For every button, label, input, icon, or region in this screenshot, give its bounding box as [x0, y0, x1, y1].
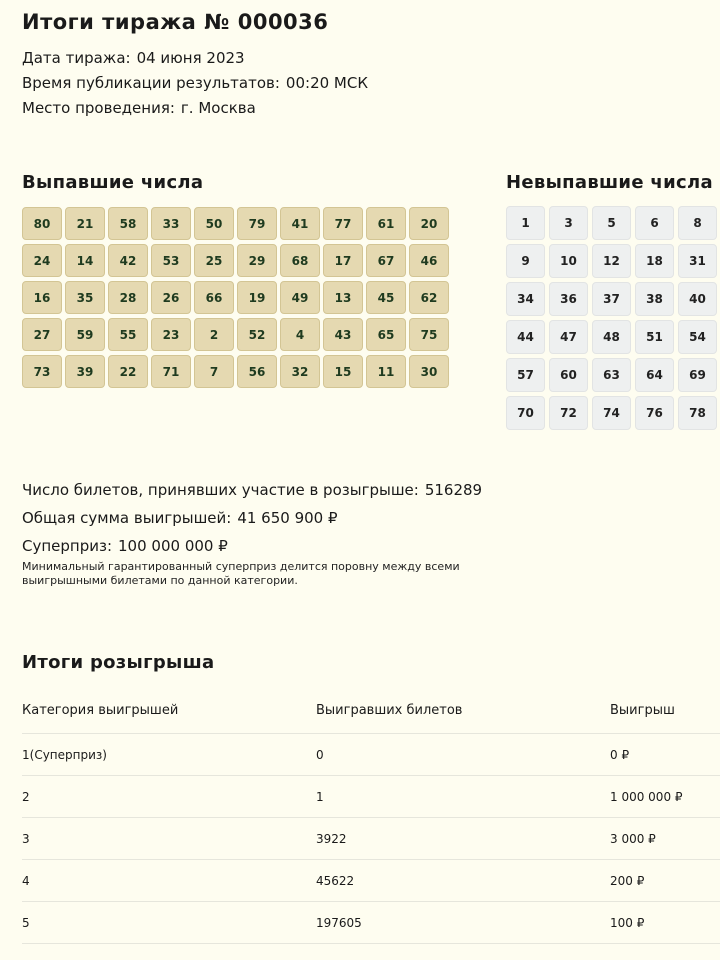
drawn-number-ball: 65: [366, 318, 406, 351]
drawn-number-ball: 21: [65, 207, 105, 240]
cell-winning-tickets: 1: [316, 789, 324, 804]
undrawn-number-ball: 78: [678, 396, 717, 430]
undrawn-number-ball: 10: [549, 244, 588, 278]
undrawn-number-ball: 9: [506, 244, 545, 278]
undrawn-number-ball: 38: [635, 282, 674, 316]
undrawn-number-ball: 70: [506, 396, 545, 430]
cell-category: 2: [22, 789, 30, 804]
drawn-number-ball: 77: [323, 207, 363, 240]
draw-date-label: Дата тиража:: [22, 49, 131, 67]
cell-prize: 100 ₽: [610, 915, 645, 930]
undrawn-number-ball: 72: [549, 396, 588, 430]
undrawn-numbers-title: Невыпавшие числа: [506, 172, 713, 193]
cell-prize: 3 000 ₽: [610, 831, 656, 846]
draw-date: [22, 49, 245, 67]
cell-prize: 200 ₽: [610, 873, 645, 888]
undrawn-number-ball: 40: [678, 282, 717, 316]
drawn-number-ball: 73: [22, 355, 62, 388]
undrawn-number-ball: 51: [635, 320, 674, 354]
drawn-number-ball: 33: [151, 207, 191, 240]
superprize: [22, 537, 228, 555]
undrawn-number-ball: 36: [549, 282, 588, 316]
results-table: [22, 688, 720, 944]
drawn-number-ball: 32: [280, 355, 320, 388]
drawn-number-ball: 30: [409, 355, 449, 388]
drawn-number-ball: 79: [237, 207, 277, 240]
drawn-number-ball: 55: [108, 318, 148, 351]
table-row: [22, 818, 720, 860]
draw-date-value: 04 июня 2023: [136, 49, 245, 67]
drawn-number-ball: 4: [280, 318, 320, 351]
publish-time-label: Время публикации результатов:: [22, 74, 280, 92]
header-winning-tickets: Выигравших билетов: [316, 703, 463, 718]
drawn-number-ball: 20: [409, 207, 449, 240]
drawn-number-ball: 19: [237, 281, 277, 314]
location: [22, 99, 256, 117]
publish-time: [22, 74, 368, 92]
cell-category: 1(Суперприз): [22, 747, 107, 762]
superprize-value: 100 000 000 ₽: [118, 537, 228, 555]
drawn-number-ball: 67: [366, 244, 406, 277]
cell-winning-tickets: 197605: [316, 915, 362, 930]
undrawn-number-ball: 12: [592, 244, 631, 278]
drawn-number-ball: 45: [366, 281, 406, 314]
table-row: [22, 734, 720, 776]
undrawn-numbers-grid: [506, 206, 717, 430]
drawn-number-ball: 68: [280, 244, 320, 277]
drawn-number-ball: 80: [22, 207, 62, 240]
drawn-number-ball: 53: [151, 244, 191, 277]
undrawn-number-ball: 64: [635, 358, 674, 392]
table-row: [22, 776, 720, 818]
drawn-number-ball: 29: [237, 244, 277, 277]
undrawn-number-ball: 69: [678, 358, 717, 392]
drawn-number-ball: 24: [22, 244, 62, 277]
drawn-number-ball: 11: [366, 355, 406, 388]
undrawn-number-ball: 37: [592, 282, 631, 316]
drawn-number-ball: 13: [323, 281, 363, 314]
tickets-count: [22, 481, 482, 499]
drawn-number-ball: 25: [194, 244, 234, 277]
cell-winning-tickets: 45622: [316, 873, 355, 888]
undrawn-number-ball: 48: [592, 320, 631, 354]
undrawn-number-ball: 54: [678, 320, 717, 354]
drawn-number-ball: 16: [22, 281, 62, 314]
total-winnings-label: Общая сумма выигрышей:: [22, 509, 232, 527]
drawn-number-ball: 66: [194, 281, 234, 314]
cell-winning-tickets: 3922: [316, 831, 347, 846]
drawn-number-ball: 35: [65, 281, 105, 314]
undrawn-number-ball: 74: [592, 396, 631, 430]
drawn-numbers-title: Выпавшие числа: [22, 172, 204, 193]
cell-winning-tickets: 0: [316, 747, 324, 762]
drawn-number-ball: 61: [366, 207, 406, 240]
drawn-number-ball: 42: [108, 244, 148, 277]
drawn-number-ball: 39: [65, 355, 105, 388]
drawn-number-ball: 28: [108, 281, 148, 314]
undrawn-number-ball: 1: [506, 206, 545, 240]
drawn-number-ball: 62: [409, 281, 449, 314]
cell-category: 5: [22, 915, 30, 930]
undrawn-number-ball: 8: [678, 206, 717, 240]
undrawn-number-ball: 3: [549, 206, 588, 240]
table-row: [22, 902, 720, 944]
superprize-label: Суперприз:: [22, 537, 113, 555]
drawn-numbers-grid: [22, 207, 449, 388]
undrawn-number-ball: 44: [506, 320, 545, 354]
publish-time-value: 00:20 МСК: [285, 74, 368, 92]
total-winnings-value: 41 650 900 ₽: [237, 509, 338, 527]
cell-category: 4: [22, 873, 30, 888]
location-label: Место проведения:: [22, 99, 175, 117]
drawn-number-ball: 43: [323, 318, 363, 351]
drawn-number-ball: 50: [194, 207, 234, 240]
drawn-number-ball: 71: [151, 355, 191, 388]
drawn-number-ball: 46: [409, 244, 449, 277]
drawn-number-ball: 23: [151, 318, 191, 351]
drawn-number-ball: 14: [65, 244, 105, 277]
results-table-header: [22, 688, 720, 734]
cell-category: 3: [22, 831, 30, 846]
drawn-number-ball: 58: [108, 207, 148, 240]
undrawn-number-ball: 63: [592, 358, 631, 392]
drawn-number-ball: 59: [65, 318, 105, 351]
drawn-number-ball: 27: [22, 318, 62, 351]
undrawn-number-ball: 6: [635, 206, 674, 240]
page-title: Итоги тиража № 000036: [22, 10, 329, 34]
drawn-number-ball: 52: [237, 318, 277, 351]
header-prize: Выигрыш: [610, 703, 675, 718]
drawn-number-ball: 56: [237, 355, 277, 388]
total-winnings: [22, 509, 338, 527]
undrawn-number-ball: 18: [635, 244, 674, 278]
drawn-number-ball: 7: [194, 355, 234, 388]
undrawn-number-ball: 31: [678, 244, 717, 278]
undrawn-number-ball: 5: [592, 206, 631, 240]
undrawn-number-ball: 76: [635, 396, 674, 430]
drawn-number-ball: 2: [194, 318, 234, 351]
location-value: г. Москва: [180, 99, 256, 117]
undrawn-number-ball: 60: [549, 358, 588, 392]
drawn-number-ball: 75: [409, 318, 449, 351]
tickets-count-label: Число билетов, принявших участие в розыгрыше:: [22, 481, 419, 499]
drawn-number-ball: 26: [151, 281, 191, 314]
undrawn-number-ball: 57: [506, 358, 545, 392]
drawn-number-ball: 41: [280, 207, 320, 240]
superprize-note: Минимальный гарантированный суперприз делится поровну между всеми выигрышными билетами по данной категории.: [22, 560, 460, 587]
cell-prize: 1 000 000 ₽: [610, 789, 683, 804]
results-title: Итоги розыгрыша: [22, 652, 215, 673]
table-row: [22, 860, 720, 902]
tickets-count-value: 516289: [424, 481, 483, 499]
header-category: Категория выигрышей: [22, 703, 179, 718]
drawn-number-ball: 17: [323, 244, 363, 277]
drawn-number-ball: 22: [108, 355, 148, 388]
undrawn-number-ball: 47: [549, 320, 588, 354]
drawn-number-ball: 15: [323, 355, 363, 388]
drawn-number-ball: 49: [280, 281, 320, 314]
cell-prize: 0 ₽: [610, 747, 630, 762]
undrawn-number-ball: 34: [506, 282, 545, 316]
